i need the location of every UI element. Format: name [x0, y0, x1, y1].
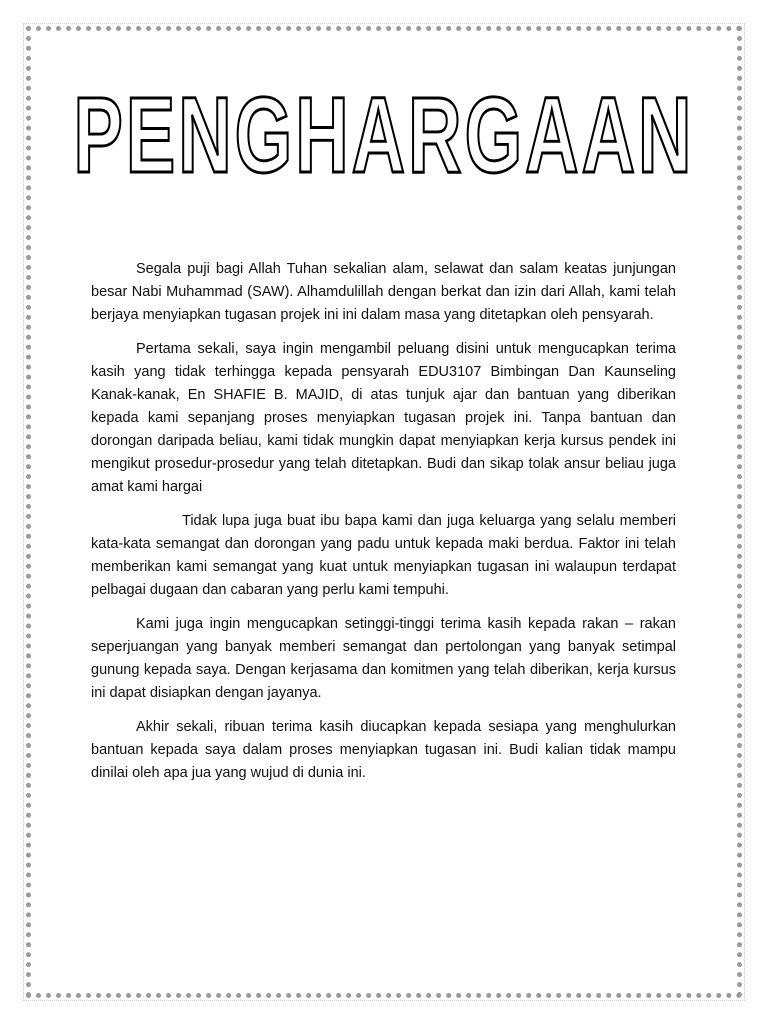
- paragraph-closing: Akhir sekali, ribuan terima kasih diucapkan kepada sesiapa yang menghulurkan bantuan kepada saya dalam proses menyiapkan tugasan ini. Budi kalian tidak mampu dinilai oleh apa jua yang wujud di dunia ini.: [91, 719, 676, 781]
- paragraph-friends-thanks: Kami juga ingin mengucapkan setinggi-tinggi terima kasih kepada rakan – rakan seperjuangan yang banyak memberi semangat dan pertolongan yang banyak setimpal gunung kepada saya. Dengan kerjasama dan komitmen yang telah diberikan, kerja kursus ini dapat disiapkan dengan jayanya.: [91, 616, 676, 701]
- page-title: PENGHARGAAN: [73, 74, 695, 196]
- paragraph-family-thanks: Tidak lupa juga buat ibu bapa kami dan juga keluarga yang selalu memberi kata-kata semangat dan dorongan yang padu untuk kepada maki berdua. Faktor ini telah memberikan kami semangat yang kuat untuk menyiapkan tugasan ini walaupun terdapat pelbagai dugaan dan cabaran yang perlu kami tempuhi.: [91, 513, 676, 598]
- paragraph-lecturer-thanks: Pertama sekali, saya ingin mengambil peluang disini untuk mengucapkan terima kasih yang tidak terhingga kepada pensyarah EDU3107 Bimbingan Dan Kaunseling Kanak-kanak, En SHAFIE B. MAJID, di atas tunjuk ajar dan bantuan yang diberikan kepada kami sepanjang proses menyiapkan tugasan projek ini. Tanpa bantuan dan dorongan daripada beliau, kami tidak mungkin dapat menyiapkan kerja kursus pendek ini mengikut prosedur-prosedur yang telah ditetapkan. Budi dan sikap tolak ansur beliau juga amat kami hargai: [91, 341, 676, 495]
- document-body: [91, 258, 676, 796]
- title-container: [0, 74, 768, 196]
- paragraph-opening: Segala puji bagi Allah Tuhan sekalian alam, selawat dan salam keatas junjungan besar Nabi Muhammad (SAW). Alhamdulillah dengan berkat dan izin dari Allah, kami telah berjaya menyiapkan tugasan projek ini ini dalam masa yang ditetapkan oleh pensyarah.: [91, 261, 676, 323]
